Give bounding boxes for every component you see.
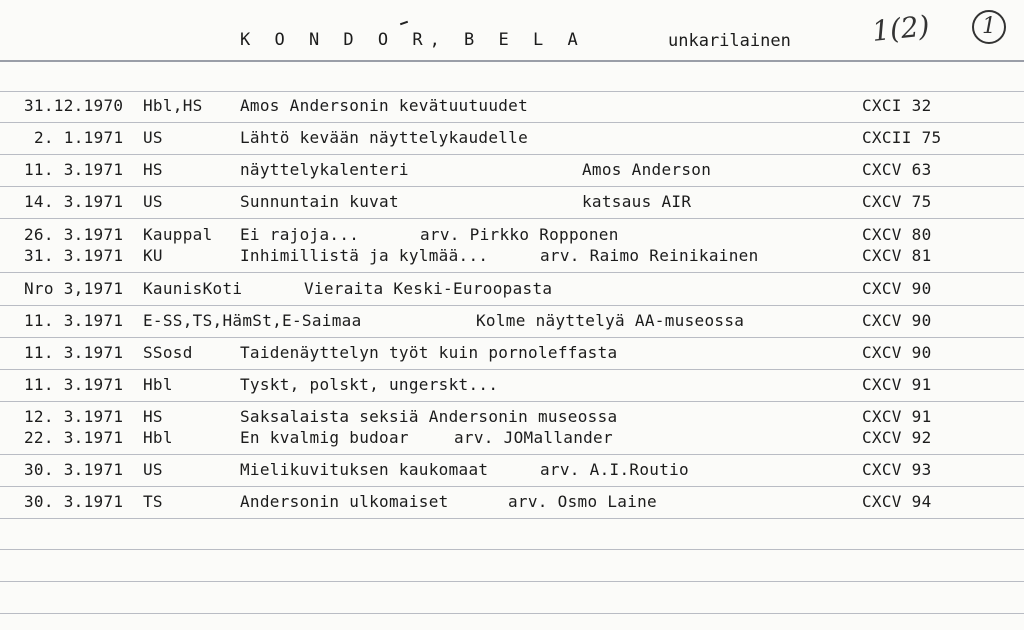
nationality: unkarilainen [668,31,791,51]
entry-extra: arv. Raimo Reinikainen [540,246,759,265]
rule-line [0,454,1024,455]
entry-extra: arv. A.I.Routio [540,460,689,479]
entry-ref: CXCV 91 [862,375,932,394]
entry-ref: CXCV 93 [862,460,932,479]
entry-paper: HS [143,407,163,426]
handwritten-card-index: 1(2) [870,9,932,48]
entry-date: 11. 3.1971 [24,160,124,179]
entry-date: 30. 3.1971 [24,460,124,479]
rule-line [0,122,1024,123]
entry-title: Taidenäyttelyn työt kuin pornoleffasta [240,343,618,362]
entry-paper: KaunisKoti [143,279,243,298]
entry-date: 31.12.1970 [24,96,124,115]
entry-title: Lähtö kevään näyttelykaudelle [240,128,529,147]
entry-paper: Hbl,HS [143,96,203,115]
entry-title: Inhimillistä ja kylmää... [240,246,489,265]
entry-paper: E-SS,TS,HämSt,E-Saimaa [143,311,362,330]
entry-paper: US [143,192,163,211]
rule-line [0,305,1024,306]
entry-title: Mielikuvituksen kaukomaat [240,460,489,479]
entry-extra: katsaus AIR [582,192,692,211]
rule-line [0,218,1024,219]
rule-line [0,486,1024,487]
entry-date: 14. 3.1971 [24,192,124,211]
rule-line [0,518,1024,519]
entry-extra: Amos Anderson [582,160,712,179]
entry-paper: Hbl [143,428,173,447]
rule-line [0,549,1024,550]
entry-paper: Kauppal [143,225,213,244]
rule-line [0,154,1024,155]
entry-extra: arv. Pirkko Ropponen [420,225,619,244]
header-rule [0,60,1024,62]
accent-mark [400,21,408,26]
entry-date: 30. 3.1971 [24,492,124,511]
rule-line [0,581,1024,582]
rule-line [0,337,1024,338]
entry-date: Nro 3,1971 [24,279,124,298]
entry-extra: arv. Osmo Laine [508,492,657,511]
rule-line [0,401,1024,402]
rule-line [0,186,1024,187]
entry-paper: US [143,128,163,147]
entry-ref: CXCII 75 [862,128,942,147]
entry-date: 22. 3.1971 [24,428,124,447]
entry-date: 11. 3.1971 [24,343,124,362]
entry-title: Andersonin ulkomaiset [240,492,449,511]
entry-date: 31. 3.1971 [24,246,124,265]
entry-date: 12. 3.1971 [24,407,124,426]
circled-number-text: 1 [982,14,996,39]
person-name: K O N D O R, B E L A [240,30,585,50]
entry-title: Ei rajoja... [240,225,360,244]
circled-number [972,10,1006,44]
entry-extra: arv. JOMallander [454,428,613,447]
entry-title: Amos Andersonin kevätuutuudet [240,96,529,115]
entry-title: Sunnuntain kuvat [240,192,399,211]
entry-extra: Kolme näyttelyä AA-museossa [476,311,745,330]
entry-ref: CXCV 90 [862,343,932,362]
entry-ref: CXCI 32 [862,96,932,115]
entry-date: 11. 3.1971 [24,311,124,330]
entry-paper: US [143,460,163,479]
entry-ref: CXCV 92 [862,428,932,447]
entry-paper: SSosd [143,343,193,362]
entry-paper: Hbl [143,375,173,394]
entry-date: 26. 3.1971 [24,225,124,244]
rule-line [0,369,1024,370]
entry-title: Tyskt, polskt, ungerskt... [240,375,499,394]
entry-ref: CXCV 81 [862,246,932,265]
entry-date: 2. 1.1971 [34,128,124,147]
entry-ref: CXCV 91 [862,407,932,426]
rule-line [0,91,1024,92]
rule-line [0,613,1024,614]
entry-paper: KU [143,246,163,265]
entry-paper: HS [143,160,163,179]
entry-title: Saksalaista seksiä Andersonin museossa [240,407,618,426]
entry-paper: TS [143,492,163,511]
entry-ref: CXCV 90 [862,279,932,298]
entry-title: näyttelykalenteri [240,160,409,179]
entry-ref: CXCV 75 [862,192,932,211]
entry-ref: CXCV 94 [862,492,932,511]
entry-title: Vieraita Keski-Euroopasta [304,279,553,298]
entry-title: En kvalmig budoar [240,428,409,447]
rule-line [0,272,1024,273]
entry-ref: CXCV 63 [862,160,932,179]
entry-ref: CXCV 80 [862,225,932,244]
entry-date: 11. 3.1971 [24,375,124,394]
entry-ref: CXCV 90 [862,311,932,330]
